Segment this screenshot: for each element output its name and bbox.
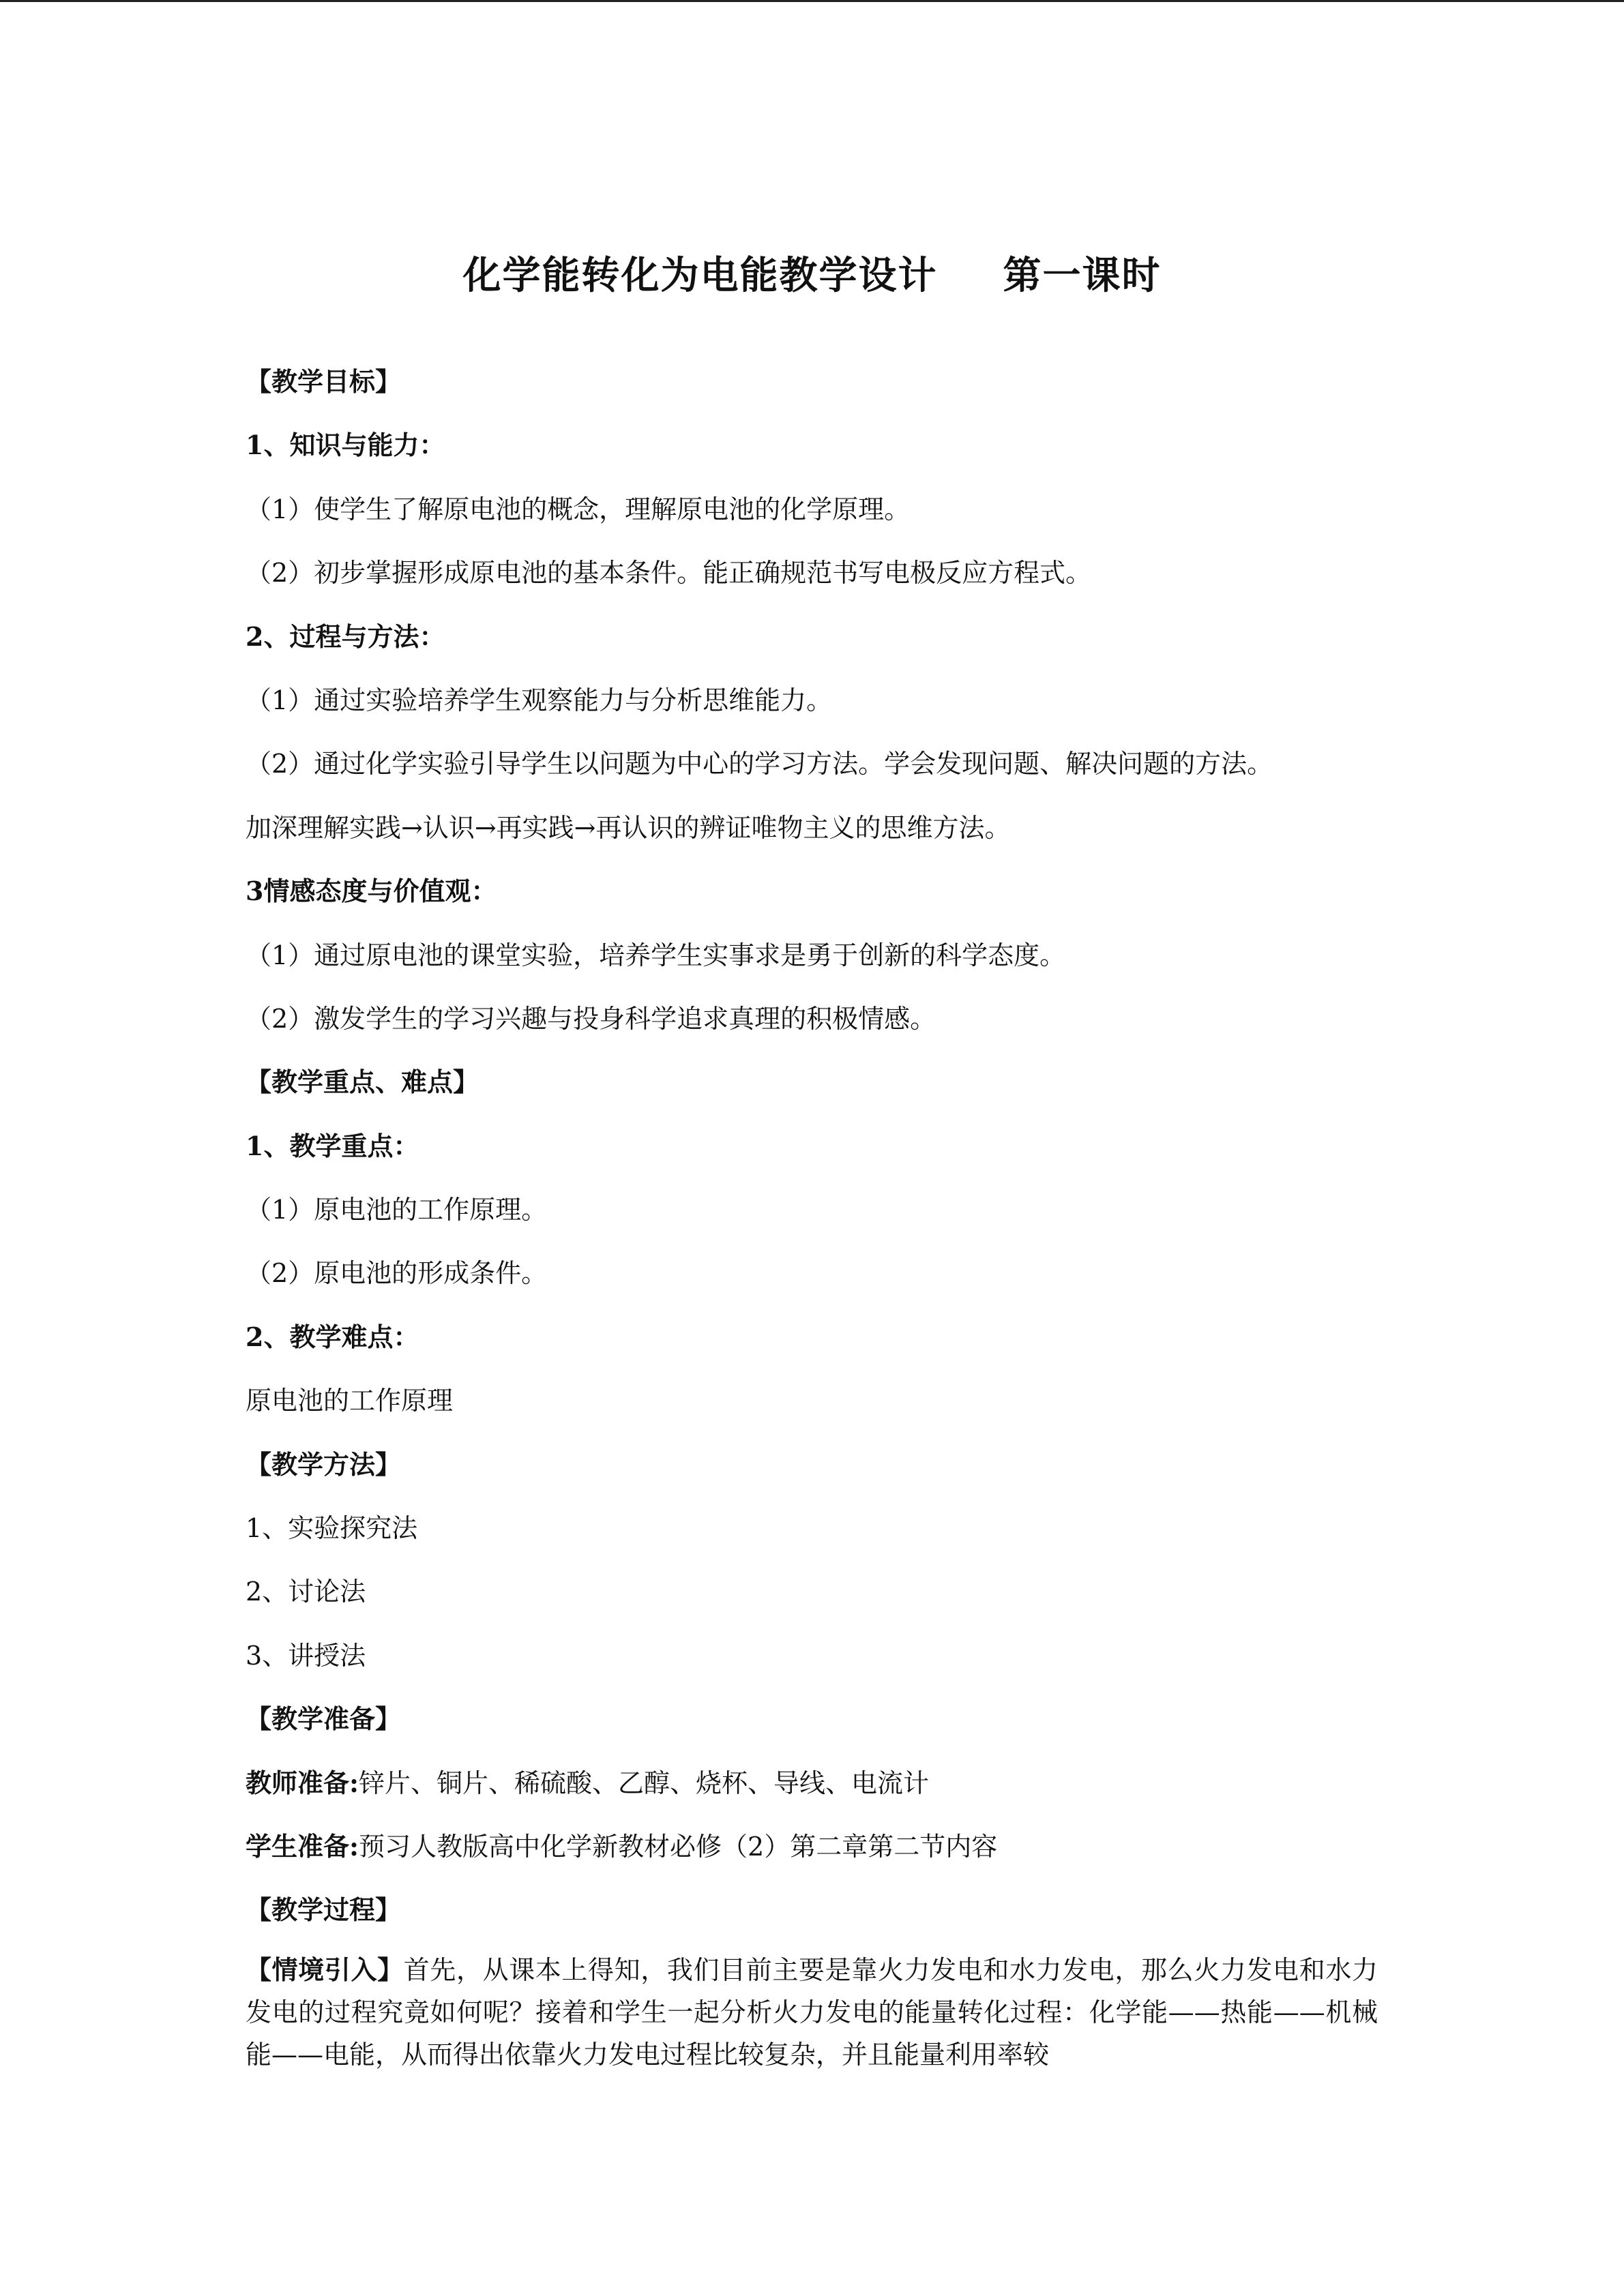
subheading-difficulty: 2、教学难点： — [246, 1321, 419, 1352]
teacher-prep-label: 教师准备: — [246, 1767, 359, 1798]
heading-methods: 【教学方法】 — [246, 1448, 402, 1480]
title-lesson: 第一课时 — [1003, 253, 1162, 298]
key-item: （2）原电池的形成条件。 — [246, 1258, 548, 1289]
document-title — [0, 245, 1624, 300]
heading-key-points: 【教学重点、难点】 — [246, 1067, 479, 1098]
subheading-attitude: 3情感态度与价值观： — [246, 876, 497, 907]
intro-text: 首先，从课本上得知，我们目前主要是靠火力发电和水力发电，那么火力发电和水力发电的过程究竟如何呢？接着和学生一起分析火力发电的能量转化过程：化学能——热能——机械能——电能，从而得出依靠火力发电过程比较复杂，并且能量利用率较 — [246, 1954, 1378, 2070]
method-item: 1、实验探究法 — [246, 1513, 418, 1544]
objective-item: 加深理解实践→认识→再实践→再认识的辨证唯物主义的思维方法。 — [246, 812, 1011, 843]
document-body — [246, 365, 1378, 2076]
method-item: 2、讨论法 — [246, 1577, 366, 1607]
objective-item: （1）通过实验培养学生观察能力与分析思维能力。 — [246, 685, 833, 715]
key-item: （1）原电池的工作原理。 — [246, 1195, 548, 1225]
heading-preparation: 【教学准备】 — [246, 1703, 402, 1735]
title-main: 化学能转化为电能教学设计 — [462, 253, 938, 298]
teacher-prep-text: 锌片、铜片、稀硫酸、乙醇、烧杯、导线、电流计 — [359, 1768, 930, 1798]
student-prep-text: 预习人教版高中化学新教材必修（2）第二章第二节内容 — [359, 1831, 998, 1862]
subheading-process: 2、过程与方法： — [246, 621, 445, 652]
student-prep-label: 学生准备: — [246, 1830, 359, 1862]
objective-item: （1）通过原电池的课堂实验，培养学生实事求是勇于创新的科学态度。 — [246, 940, 1066, 970]
teacher-prep — [246, 1766, 1378, 1800]
objective-item: （2）激发学生的学习兴趣与投身科学追求真理的积极情感。 — [246, 1003, 936, 1034]
objective-item: （2）初步掌握形成原电池的基本条件。能正确规范书写电极反应方程式。 — [246, 558, 1092, 588]
objective-item: （1）使学生了解原电池的概念，理解原电池的化学原理。 — [246, 494, 911, 524]
student-prep — [246, 1830, 1378, 1864]
difficulty-item: 原电池的工作原理 — [246, 1386, 454, 1416]
intro-paragraph — [246, 1949, 1378, 2076]
subheading-knowledge: 1、知识与能力： — [246, 430, 445, 461]
heading-objectives: 【教学目标】 — [246, 366, 402, 397]
subheading-key: 1、教学重点： — [246, 1130, 419, 1161]
method-item: 3、讲授法 — [246, 1640, 366, 1671]
top-border-line — [0, 0, 1624, 2]
heading-process: 【教学过程】 — [246, 1894, 402, 1926]
intro-label: 【情境引入】 — [246, 1954, 404, 1985]
objective-item: （2）通过化学实验引导学生以问题为中心的学习方法。学会发现问题、解决问题的方法。 — [246, 749, 1273, 779]
